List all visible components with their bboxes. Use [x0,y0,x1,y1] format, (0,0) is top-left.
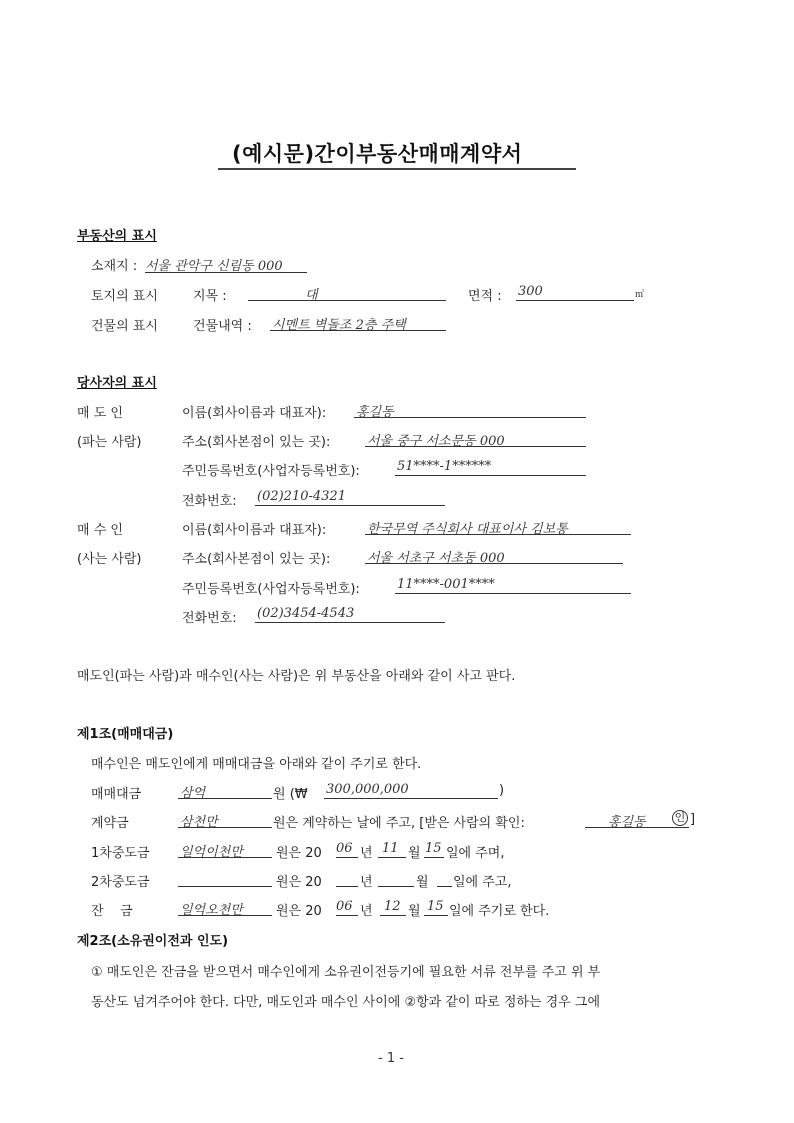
article2-heading: 제2조(소유권이전과 인도) [77,934,229,949]
seller-address-underline [365,446,586,447]
balance-day-underline [424,915,448,916]
buyer-phone-label: 전화번호: [182,611,237,626]
buyer-address-value: 서울 서초구 서초동 000 [367,551,505,566]
mid1-month: 11 [382,841,399,856]
seller-id-value: 51****-1****** [397,459,492,474]
balance-month-underline [380,915,406,916]
deposit-sign: 홍길동 [608,815,646,830]
buyer-name-value: 한국무역 주식회사 대표이사 김보통 [367,522,568,537]
balance-year: 06 [336,899,353,914]
balance-year-underline [336,915,358,916]
document-title: (예시문)간이부동산매매계약서 [232,142,523,166]
area-label: 면적 : [468,289,502,304]
deposit-handwritten: 삼천만 [180,815,218,830]
balance-day: 15 [427,899,444,914]
balance-label: 잔 금 [91,904,133,919]
article1-sentence: 매수인은 매도인에게 매매대금을 아래와 같이 주기로 한다. [91,757,422,772]
mid1-tail: 일에 주며, [446,846,505,861]
deposit-hw-underline [178,827,272,828]
mid1-year-underline [336,857,358,858]
deposit-close: ] [690,812,696,827]
building-label: 건물의 표시 [91,319,158,334]
buyer-address-label: 주소(회사본점이 있는 곳): [182,552,331,567]
deposit-sign-underline [585,827,689,828]
mid1-year-unit: 년 [360,846,373,861]
balance-text: 원은 20 [276,904,322,919]
jimok-value: 대 [305,288,318,303]
balance-month: 12 [384,899,401,914]
balance-handwritten: 일억오천만 [180,903,243,918]
mid2-month-underline [378,886,414,887]
seller-id-underline [395,475,586,476]
total-hw-underline [178,798,272,799]
deposit-seal: 인 [672,810,688,826]
land-label: 토지의 표시 [91,289,158,304]
seller-role: 매 도 인 [77,406,123,421]
mid2-year-unit: 년 [360,875,373,890]
building-detail-value: 시멘트 벽돌조 2층 주택 [272,318,406,333]
seller-phone-value: (02)210-4321 [257,489,346,504]
mid1-text: 원은 20 [276,846,322,861]
mid1-hw-underline [178,857,272,858]
mid1-day-underline [424,857,444,858]
building-underline [270,330,446,331]
buyer-id-underline [395,593,631,594]
mid2-month-unit: 월 [416,875,429,890]
seller-name-value: 홍길동 [356,405,394,420]
buyer-role-sub: (사는 사람) [77,552,142,567]
buyer-phone-value: (02)3454-4543 [257,606,355,621]
balance-tail: 일에 주기로 한다. [449,904,550,919]
seller-phone-label: 전화번호: [182,494,237,509]
page-number: - 1 - [378,1051,404,1066]
seller-name-underline [354,417,586,418]
mid2-label: 2차중도금 [91,875,150,890]
jimok-underline [248,300,446,301]
area-value: 300 [518,284,543,299]
balance-hw-underline [178,915,272,916]
seller-role-sub: (파는 사람) [77,435,142,450]
mid1-label: 1차중도금 [91,846,150,861]
total-handwritten: 삼억 [180,786,206,801]
balance-month-unit: 월 [408,904,421,919]
title-underline [218,168,576,170]
mid2-year-underline [336,886,358,887]
buyer-id-value: 11****-001**** [397,577,495,592]
total-amount: 300,000,000 [326,782,409,797]
location-value: 서울 관악구 신림동 000 [145,259,283,274]
buyer-phone-underline [255,622,445,623]
total-won: 원 (₩ [273,787,308,802]
jimok-label: 지목 : [193,289,227,304]
mid2-hw-underline [178,886,272,887]
mid1-year: 06 [336,841,353,856]
deposit-text: 원은 계약하는 날에 주고, [받은 사람의 확인: [273,816,525,831]
buyer-name-underline [365,534,631,535]
seller-address-label: 주소(회사본점이 있는 곳): [182,435,331,450]
parties-heading: 당사자의 표시 [77,376,157,391]
buyer-name-label: 이름(회사이름과 대표자): [182,523,327,538]
mid1-month-underline [378,857,406,858]
total-amount-underline [324,798,498,799]
seller-id-label: 주민등록번호(사업자등록번호): [182,464,360,479]
balance-year-unit: 년 [360,904,373,919]
buyer-address-underline [365,563,623,564]
mid2-day-underline [437,886,452,887]
intro-sentence: 매도인(파는 사람)과 매수인(사는 사람)은 위 부동산을 아래와 같이 사고 판다. [77,669,516,684]
property-heading: 부동산의 표시 [77,229,157,244]
seller-name-label: 이름(회사이름과 대표자): [182,406,327,421]
seller-address-value: 서울 중구 서소문동 000 [367,434,505,449]
location-underline [145,272,307,273]
total-label: 매매대금 [91,787,142,802]
article1-heading: 제1조(매매대금) [77,727,174,742]
building-detail-label: 건물내역 : [193,319,252,334]
article2-line1: ① 매도인은 잔금을 받으면서 매수인에게 소유권이전등기에 필요한 서류 전부를 주고 위 부 [91,965,601,980]
mid1-month-unit: 월 [408,846,421,861]
article2-line2: 동산도 넘겨주어야 한다. 다만, 매도인과 매수인 사이에 ②항과 같이 따로 정하는 경우 그에 [91,995,601,1010]
buyer-id-label: 주민등록번호(사업자등록번호): [182,582,360,597]
location-label: 소재지 : [91,259,138,274]
mid2-text: 원은 20 [276,875,322,890]
area-unit: ㎡ [635,290,645,300]
deposit-label: 계약금 [91,816,129,831]
mid1-handwritten: 일억이천만 [180,845,243,860]
seller-phone-underline [255,505,445,506]
mid1-day: 15 [425,841,442,856]
total-close: ) [499,783,505,798]
buyer-role: 매 수 인 [77,523,123,538]
mid2-tail: 일에 주고, [453,875,512,890]
area-underline [516,300,634,301]
